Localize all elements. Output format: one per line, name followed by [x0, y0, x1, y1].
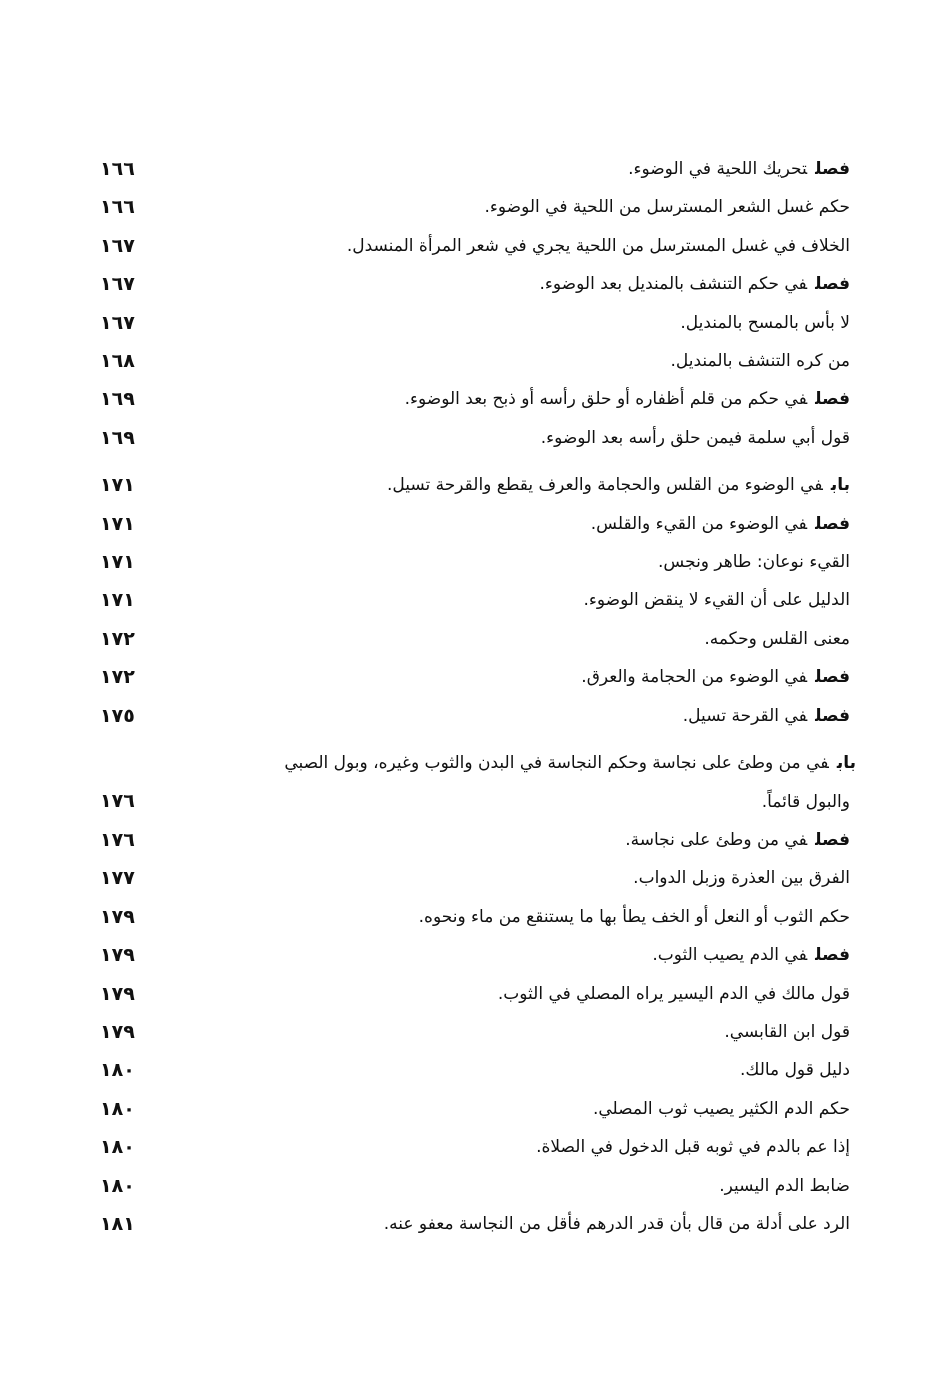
toc-row [100, 1090, 850, 1128]
entry-text [160, 697, 850, 735]
entry-keyword: فصل [815, 389, 850, 410]
entry-title: الخلاف في غسل المسترسل من اللحية يجري في شعر المرأة المنسدل. [346, 235, 850, 256]
page-number: ١٧٧ [100, 867, 135, 890]
toc-row-chapter [100, 466, 850, 504]
toc-row [100, 1013, 850, 1051]
entry-title: ضابط الدم اليسير. [719, 1175, 850, 1196]
entry-title: من كره التنشف بالمنديل. [670, 351, 850, 372]
entry-title: في من وطئ على نجاسة وحكم النجاسة في البدن والثوب وغيره، وبول الصبي [284, 753, 829, 774]
entry-text [160, 821, 850, 859]
entry-text [160, 227, 850, 265]
toc-row [100, 188, 850, 226]
entry-text [160, 1128, 850, 1166]
page-number: ١٧٢ [100, 666, 135, 689]
entry-text [160, 150, 850, 188]
entry-text [160, 744, 856, 821]
entry-title: إذا عم بالدم في ثوبه قبل الدخول في الصلاة. [536, 1137, 850, 1158]
entry-title: قول مالك في الدم اليسير يراه المصلي في الثوب. [497, 983, 850, 1004]
entry-keyword: فصل [815, 274, 850, 295]
entry-text [160, 380, 850, 418]
toc-row [100, 1051, 850, 1089]
entry-text [160, 419, 850, 457]
entry-title: الفرق بين العذرة وزبل الدواب. [633, 868, 850, 889]
toc-row [100, 505, 850, 543]
entry-title: في من وطئ على نجاسة. [625, 829, 808, 850]
page-number: ١٧١ [100, 589, 135, 612]
entry-line-1 [160, 744, 856, 782]
table-of-contents [100, 150, 856, 1243]
page-number: ١٧٩ [100, 1020, 135, 1043]
page-number: ١٦٩ [100, 388, 135, 411]
entry-title: حكم الدم الكثير يصيب ثوب المصلي. [592, 1098, 850, 1119]
entry-text [160, 1013, 850, 1051]
entry-title: لا بأس بالمسح بالمنديل. [680, 312, 850, 333]
toc-row [100, 1167, 850, 1205]
toc-row [100, 821, 850, 859]
page-number: ١٨٠ [100, 1136, 135, 1159]
entry-text [160, 898, 850, 936]
page-number: ١٨٠ [100, 1059, 135, 1082]
toc-row [100, 581, 850, 619]
toc-row-chapter-wrapped [100, 744, 856, 821]
entry-title: في الدم يصيب الثوب. [652, 945, 808, 966]
entry-keyword: باب [836, 753, 856, 774]
page-number: ١٧٦ [100, 828, 135, 851]
page-number: ١٧١ [100, 512, 135, 535]
entry-keyword: فصل [815, 667, 850, 688]
entry-keyword: باب [830, 475, 850, 496]
entry-text [160, 1090, 850, 1128]
entry-title: في الوضوء من الحجامة والعرق. [581, 667, 808, 688]
entry-title: تحريك اللحية في الوضوء. [628, 159, 808, 179]
entry-text [160, 975, 850, 1013]
page-number: ١٧٩ [100, 905, 135, 928]
page-number: ١٧٥ [100, 704, 135, 727]
entry-text [160, 1167, 850, 1205]
entry-text [160, 620, 850, 658]
page-number: ١٦٧ [100, 273, 135, 296]
entry-text [160, 1205, 850, 1243]
toc-row [100, 936, 850, 974]
entry-text [160, 304, 850, 342]
page-number: ١٧٩ [100, 982, 135, 1005]
entry-keyword: فصل [815, 829, 850, 850]
entry-line-2: والبول قائماً. [761, 791, 850, 812]
entry-keyword: فصل [815, 945, 850, 966]
entry-title: قول ابن القابسي. [724, 1021, 850, 1042]
page-number: ١٨٠ [100, 1174, 135, 1197]
entry-keyword: فصل [815, 159, 850, 179]
toc-row [100, 342, 850, 380]
entry-title: في الوضوء من القيء والقلس. [590, 513, 808, 534]
page-number: ١٦٨ [100, 350, 135, 373]
toc-row [100, 1128, 850, 1166]
entry-keyword: فصل [815, 705, 850, 726]
entry-text [160, 658, 850, 696]
entry-text [160, 342, 850, 380]
entry-title: في حكم التنشف بالمنديل بعد الوضوء. [539, 274, 808, 295]
toc-row [100, 620, 850, 658]
toc-row [100, 150, 850, 188]
entry-text [160, 1051, 850, 1089]
page-number: ١٧٦ [100, 790, 135, 813]
toc-row [100, 304, 850, 342]
entry-text [160, 265, 850, 303]
page-number: ١٧١ [100, 474, 135, 497]
entry-title: قول أبي سلمة فيمن حلق رأسه بعد الوضوء. [540, 427, 850, 448]
entry-title: حكم غسل الشعر المسترسل من اللحية في الوضوء. [484, 197, 850, 218]
page-number: ١٦٩ [100, 426, 135, 449]
page-number: ١٦٧ [100, 311, 135, 334]
entry-keyword: فصل [815, 513, 850, 534]
toc-row [100, 859, 850, 897]
entry-title: في الوضوء من القلس والحجامة والعرف يقطع والقرحة تسيل. [386, 475, 823, 496]
page-number: ١٦٦ [100, 158, 135, 180]
toc-row [100, 898, 850, 936]
entry-text [160, 466, 850, 504]
entry-title: الرد على أدلة من قال بأن قدر الدرهم فأقل من النجاسة معفو عنه. [383, 1213, 850, 1234]
page-number: ١٨٠ [100, 1097, 135, 1120]
page-number: ١٦٧ [100, 234, 135, 257]
toc-row [100, 658, 850, 696]
entry-title: في القرحة تسيل. [682, 705, 808, 726]
entry-title: الدليل على أن القيء لا ينقض الوضوء. [583, 590, 850, 611]
page-number: ١٧٩ [100, 944, 135, 967]
toc-row [100, 975, 850, 1013]
page-number: ١٦٦ [100, 196, 135, 219]
entry-text [160, 936, 850, 974]
entry-title: دليل قول مالك. [739, 1060, 850, 1081]
toc-row [100, 227, 850, 265]
entry-text [160, 188, 850, 226]
entry-title: حكم الثوب أو النعل أو الخف يطأ بها ما يستنقع من ماء ونحوه. [418, 906, 850, 927]
toc-row [100, 1205, 850, 1243]
entry-text [160, 859, 850, 897]
page-number: ١٨١ [100, 1212, 135, 1235]
toc-row [100, 380, 850, 418]
entry-title: القيء نوعان: طاهر ونجس. [658, 552, 850, 573]
entry-text [160, 581, 850, 619]
toc-row [100, 543, 850, 581]
page-number: ١٧١ [100, 551, 135, 574]
toc-row [100, 419, 850, 457]
page-number: ١٧٢ [100, 627, 135, 650]
entry-text [160, 505, 850, 543]
entry-title: في حكم من قلم أظفاره أو حلق رأسه أو ذبح بعد الوضوء. [404, 389, 808, 410]
toc-row [100, 697, 850, 735]
toc-row [100, 265, 850, 303]
entry-title: معنى القلس وحكمه. [704, 628, 850, 649]
entry-text [160, 543, 850, 581]
